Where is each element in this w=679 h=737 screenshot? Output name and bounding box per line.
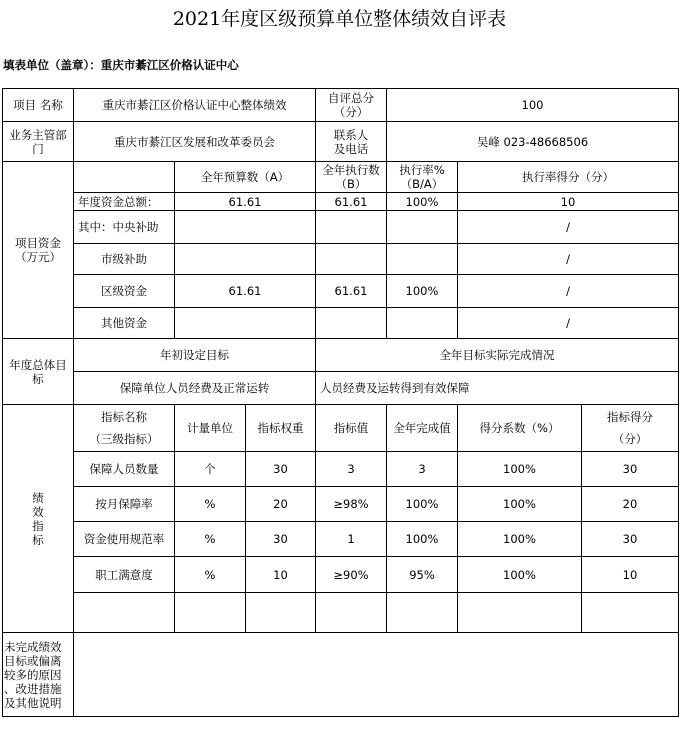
contact-label: 联系人 及电话 bbox=[316, 122, 387, 162]
project-name-label: 项目 名称 bbox=[3, 89, 74, 122]
funds-row-budget bbox=[175, 211, 316, 244]
funds-row-rate bbox=[387, 244, 458, 275]
indicator-unit: 个 bbox=[175, 452, 246, 487]
funds-row-executed: 61.61 bbox=[316, 193, 387, 211]
indicator-coefficient bbox=[458, 593, 582, 633]
dept-value: 重庆市綦江区发展和改革委员会 bbox=[74, 122, 316, 162]
indicator-name: 资金使用规范率 bbox=[74, 522, 175, 557]
goals-label: 年度总体目 标 bbox=[3, 339, 74, 405]
indicator-coefficient: 100% bbox=[458, 522, 582, 557]
funds-row-name: 年度资金总额： bbox=[74, 193, 175, 211]
project-name-value: 重庆市綦江区价格认证中心整体绩效 bbox=[74, 89, 316, 122]
funds-header-rate-score: 执行率得分（分） bbox=[458, 162, 679, 193]
indicator-name: 按月保障率 bbox=[74, 487, 175, 522]
funds-header-budget: 全年预算数（A） bbox=[175, 162, 316, 193]
indicator-header-completed: 全年完成值 bbox=[387, 405, 458, 452]
funds-row-score: / bbox=[458, 275, 679, 308]
funds-row-executed bbox=[316, 308, 387, 339]
funds-row-budget bbox=[175, 244, 316, 275]
goals-set-header: 年初设定目标 bbox=[74, 339, 316, 372]
indicator-score: 10 bbox=[582, 557, 679, 593]
indicator-completed: 95% bbox=[387, 557, 458, 593]
dept-label: 业务主管部 门 bbox=[3, 122, 74, 162]
funds-row-name: 其中：中央补助 bbox=[74, 211, 175, 244]
indicator-header-coefficient: 得分系数（%） bbox=[458, 405, 582, 452]
funds-row-executed: 61.61 bbox=[316, 275, 387, 308]
funds-row-score: 10 bbox=[458, 193, 679, 211]
indicator-weight: 20 bbox=[246, 487, 316, 522]
indicator-unit bbox=[175, 593, 246, 633]
indicator-coefficient: 100% bbox=[458, 557, 582, 593]
page-title: 2021年度区级预算单位整体绩效自评表 bbox=[172, 8, 507, 30]
funds-row-rate: 100% bbox=[387, 193, 458, 211]
indicator-value: ≥90% bbox=[316, 557, 387, 593]
indicator-unit: % bbox=[175, 522, 246, 557]
self-score-value: 100 bbox=[387, 89, 679, 122]
funds-header-rate: 执行率% （B/A） bbox=[387, 162, 458, 193]
funds-row-executed bbox=[316, 244, 387, 275]
evaluation-table bbox=[2, 88, 679, 717]
self-score-label: 自评总分 （分） bbox=[316, 89, 387, 122]
funds-row-score: / bbox=[458, 308, 679, 339]
funds-row-name: 其他资金 bbox=[74, 308, 175, 339]
indicator-weight: 30 bbox=[246, 452, 316, 487]
goals-actual-header: 全年目标实际完成情况 bbox=[316, 339, 679, 372]
funds-row-executed bbox=[316, 211, 387, 244]
indicator-unit: % bbox=[175, 487, 246, 522]
funds-label: 项目资金 （万元） bbox=[3, 162, 74, 339]
indicator-name: 职工满意度 bbox=[74, 557, 175, 593]
funds-row-rate: 100% bbox=[387, 275, 458, 308]
indicator-header-name: 指标名称 （三级指标） bbox=[74, 405, 175, 452]
indicator-score: 30 bbox=[582, 452, 679, 487]
funds-row-rate bbox=[387, 211, 458, 244]
indicator-header-weight: 指标权重 bbox=[246, 405, 316, 452]
filling-unit: 填表单位（盖章）：重庆市綦江区价格认证中心 bbox=[3, 58, 239, 72]
contact-value: 吴峰 023-48668506 bbox=[387, 122, 679, 162]
funds-row-budget bbox=[175, 308, 316, 339]
funds-row-budget: 61.61 bbox=[175, 275, 316, 308]
goals-actual-text: 人员经费及运转得到有效保障 bbox=[316, 372, 679, 405]
indicator-value bbox=[316, 593, 387, 633]
indicator-completed: 3 bbox=[387, 452, 458, 487]
funds-row-score: / bbox=[458, 211, 679, 244]
funds-row-score: / bbox=[458, 244, 679, 275]
indicator-value: ≥98% bbox=[316, 487, 387, 522]
indicator-header-score: 指标得分 （分） bbox=[582, 405, 679, 452]
funds-row-name: 区级资金 bbox=[74, 275, 175, 308]
indicator-unit: % bbox=[175, 557, 246, 593]
indicator-coefficient: 100% bbox=[458, 487, 582, 522]
indicator-completed: 100% bbox=[387, 522, 458, 557]
indicator-header-value: 指标值 bbox=[316, 405, 387, 452]
indicator-score: 20 bbox=[582, 487, 679, 522]
funds-row-rate bbox=[387, 308, 458, 339]
indicator-completed: 100% bbox=[387, 487, 458, 522]
indicator-weight: 30 bbox=[246, 522, 316, 557]
indicator-value: 3 bbox=[316, 452, 387, 487]
notes-label: 未完成绩效 目标或偏离 较多的原因 、改进措施 及其他说明 bbox=[3, 633, 74, 717]
funds-row-budget: 61.61 bbox=[175, 193, 316, 211]
funds-header-executed: 全年执行数 （B） bbox=[316, 162, 387, 193]
goals-set-text: 保障单位人员经费及正常运转 bbox=[74, 372, 316, 405]
indicator-name bbox=[74, 593, 175, 633]
indicator-name: 保障人员数量 bbox=[74, 452, 175, 487]
indicator-score bbox=[582, 593, 679, 633]
indicator-weight bbox=[246, 593, 316, 633]
indicator-header-unit: 计量单位 bbox=[175, 405, 246, 452]
indicator-completed bbox=[387, 593, 458, 633]
indicators-label: 绩 效 指 标 bbox=[3, 405, 74, 633]
notes-content bbox=[74, 633, 679, 717]
funds-header-blank bbox=[74, 162, 175, 193]
indicator-score: 30 bbox=[582, 522, 679, 557]
indicator-coefficient: 100% bbox=[458, 452, 582, 487]
indicator-value: 1 bbox=[316, 522, 387, 557]
indicator-weight: 10 bbox=[246, 557, 316, 593]
funds-row-name: 市级补助 bbox=[74, 244, 175, 275]
